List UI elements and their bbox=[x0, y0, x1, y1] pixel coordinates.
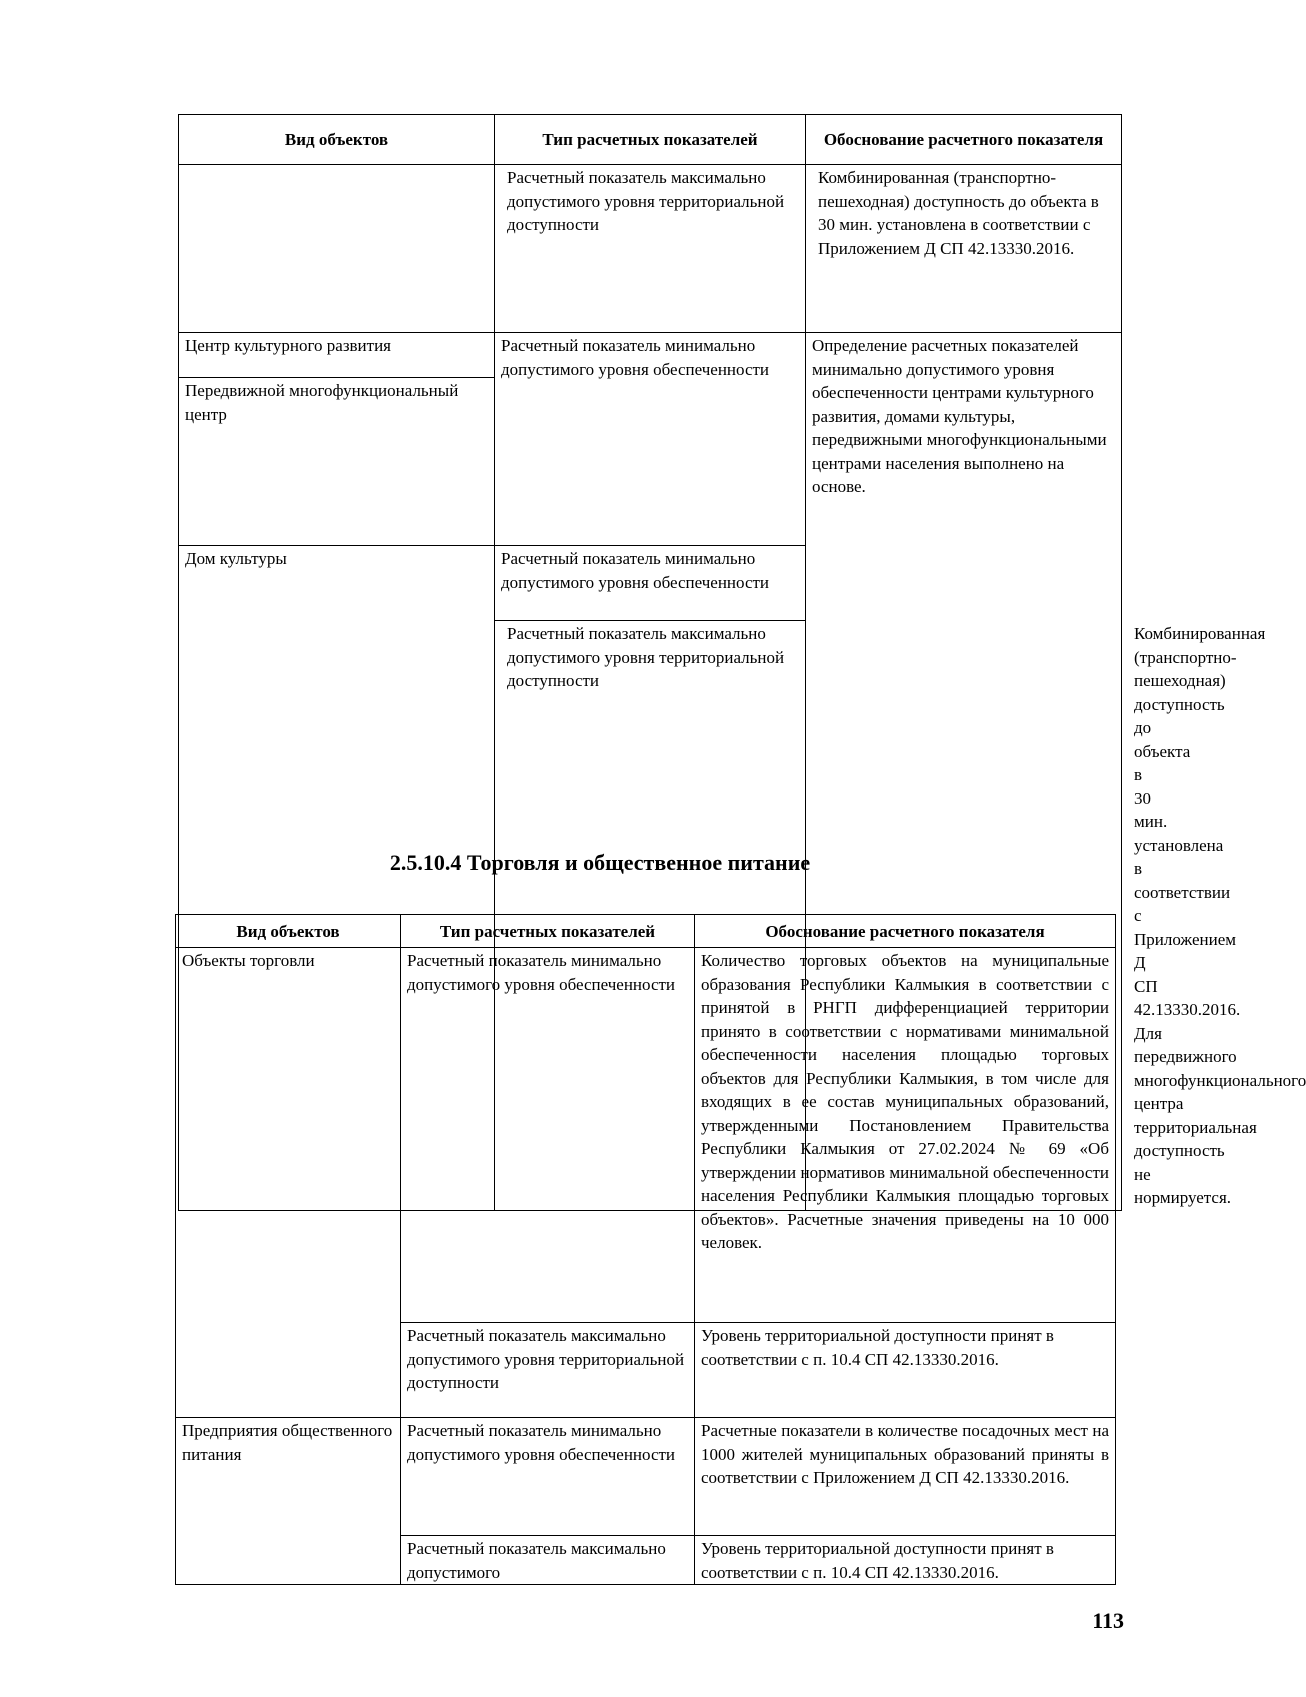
table-header-row bbox=[179, 115, 1122, 165]
header-indicator-type: Тип расчетных показателей bbox=[401, 915, 695, 948]
table-row bbox=[176, 1418, 1116, 1536]
cell-object: Объекты торговли bbox=[176, 948, 401, 1418]
cell-justification: Определение расчетных показателей минимально допустимого уровня обеспеченности центрами культурного развития, домами культуры, передвижными многофункциональными центрами населения выполнено на основе. bbox=[806, 333, 1122, 1211]
cell-indicator: Расчетный показатель максимально допустимого уровня территориальной доступности bbox=[495, 621, 806, 1211]
cell-indicator: Расчетный показатель максимально допустимого bbox=[401, 1536, 695, 1585]
section-heading: 2.5.10.4 Торговля и общественное питание bbox=[389, 850, 811, 875]
cell-indicator: Расчетный показатель минимально допустимого уровня обеспеченности bbox=[401, 948, 695, 1323]
header-object-type: Вид объектов bbox=[179, 115, 495, 165]
table-row bbox=[179, 333, 1122, 378]
header-object-type: Вид объектов bbox=[176, 915, 401, 948]
cell-justification: Уровень территориальной доступности принят в соответствии с п. 10.4 СП 42.13330.2016. bbox=[695, 1536, 1116, 1585]
table-row bbox=[179, 165, 1122, 333]
cell-indicator: Расчетный показатель минимально допустимого уровня обеспеченности bbox=[401, 1418, 695, 1536]
trade-objects-table bbox=[175, 914, 1116, 1585]
cell-justification: Расчетные показатели в количестве посадочных мест на 1000 жителей муниципальных образований приняты в соответствии с Приложением Д СП 42.13330.2016. bbox=[695, 1418, 1116, 1536]
cell-object: Дом культуры bbox=[179, 546, 495, 1211]
cell-object: Предприятия общественного питания bbox=[176, 1418, 401, 1585]
header-indicator-type: Тип расчетных показателей bbox=[495, 115, 806, 165]
cell-indicator: Расчетный показатель максимально допустимого уровня территориальной доступности bbox=[495, 165, 806, 333]
cell-object: Центр культурного развития bbox=[179, 333, 495, 378]
cell-object bbox=[179, 165, 495, 333]
table-row bbox=[176, 948, 1116, 1323]
cell-indicator: Расчетный показатель минимально допустимого уровня обеспеченности bbox=[495, 333, 806, 546]
cell-justification: Уровень территориальной доступности принят в соответствии с п. 10.4 СП 42.13330.2016. bbox=[695, 1323, 1116, 1418]
cell-indicator: Расчетный показатель минимально допустимого уровня обеспеченности bbox=[495, 546, 806, 621]
table-row: Расчетный показатель максимально допустимого уровня территориальной доступности Комбинированная (транспортно-пешеходная) доступность до объекта в 30 мин. установлена в соответствии с Приложением Д СП 42.13330.2016. Для передвижного многофункционального центра территориальная доступность не нормируется. bbox=[179, 621, 1122, 1211]
cell-justification: Количество торговых объектов на муниципальные образования Республики Калмыкия в соответствии с принятой в РНГП дифференциацией территории принято в соответствии с нормативами минимальной обеспеченности населения площадью торговых объектов для Республики Калмыкия, в том числе для входящих в ее состав муниципальных образований, утвержденными Постановлением Правительства Республики Калмыкия от 27.02.2024 № 69 «Об утверждении нормативов минимальной обеспеченности населения Республики Калмыкия площадью торговых объектов». Расчетные значения приведены на 10 000 человек. bbox=[695, 948, 1116, 1323]
header-justification: Обоснование расчетного показателя bbox=[806, 115, 1122, 165]
cell-indicator: Расчетный показатель максимально допустимого уровня территориальной доступности bbox=[401, 1323, 695, 1418]
table-header-row bbox=[176, 915, 1116, 948]
page-number: 113 bbox=[1092, 1608, 1124, 1633]
cell-object: Передвижной многофункциональный центр bbox=[179, 378, 495, 546]
header-justification: Обоснование расчетного показателя bbox=[695, 915, 1116, 948]
cell-justification: Комбинированная (транспортно-пешеходная) доступность до объекта в 30 мин. установлена в соответствии с Приложением Д СП 42.13330.2016. bbox=[806, 165, 1122, 333]
